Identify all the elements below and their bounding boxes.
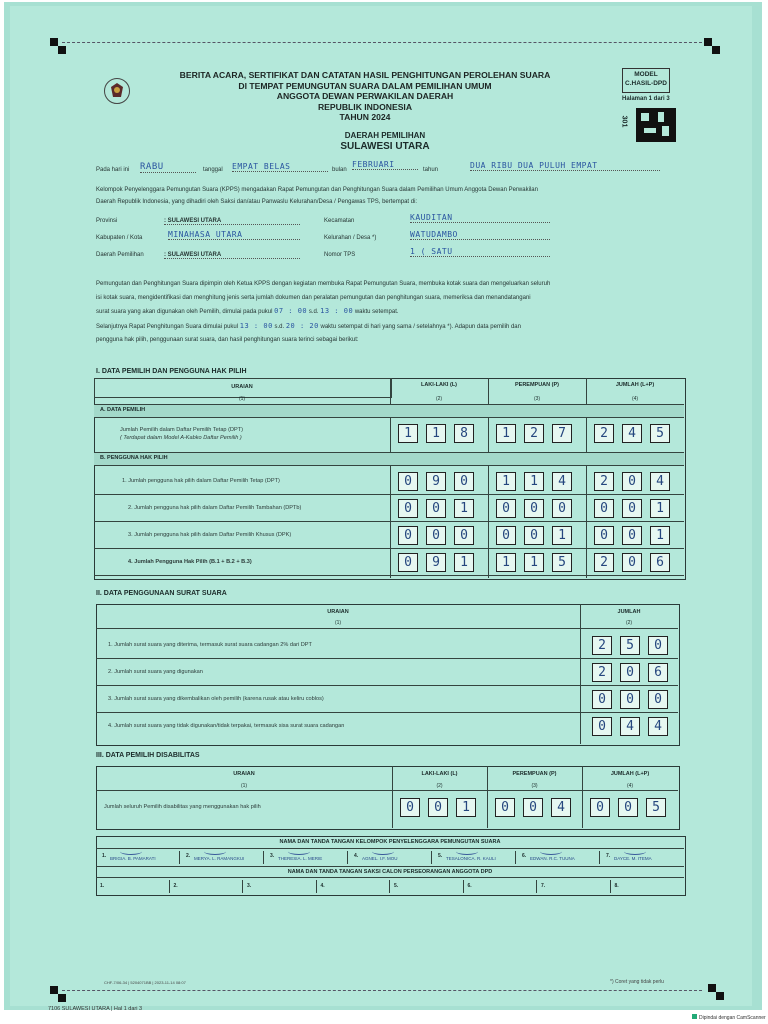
col-jumlah: JUMLAH (L+P) bbox=[610, 771, 650, 777]
col-uraian: URAIAN bbox=[231, 384, 253, 390]
surat-suara-jumlah-digit: 2 bbox=[592, 636, 612, 655]
provinsi-field: : SULAWESI UTARA bbox=[164, 218, 300, 225]
pengguna-laki-digit: 0 bbox=[454, 526, 474, 545]
pengguna-perempuan-digit: 5 bbox=[552, 553, 572, 572]
kpps-signature-cell bbox=[264, 851, 348, 864]
signature-number: 5. bbox=[394, 883, 399, 889]
kecamatan-label: Kecamatan bbox=[324, 218, 355, 224]
pengguna-jumlah-digit: 0 bbox=[594, 526, 614, 545]
kpps-member-name: BRIGIA. B. PAMARATI bbox=[110, 856, 156, 861]
pengguna-laki-digit: 0 bbox=[426, 499, 446, 518]
disabilitas-jumlah-digit: 0 bbox=[590, 798, 610, 817]
signature-number: 4. bbox=[320, 883, 325, 889]
saksi-signature-title: NAMA DAN TANDA TANGAN SAKSI CALON PERSEORANGAN ANGGOTA DPD bbox=[287, 869, 493, 875]
kecamatan-field: KAUDITAN bbox=[410, 213, 550, 223]
kpps-signature-cell bbox=[96, 851, 180, 864]
daerah-pemilihan-heading: DAERAH PEMILIHAN SULAWESI UTARA bbox=[340, 131, 430, 152]
registration-mark bbox=[50, 38, 58, 46]
intro-text: Kelompok Penyelenggara Pemungutan Suara (KPPS) mengadakan Rapat Pemungutan dan Penghitungan Suara dalam Pemilihan Umum Anggota Dewan Perwakilan Daerah Republik Indonesia, yang dihadiri oleh Saksi dan/atau Panwaslu Kelurahan/Desa / Pengawas TPS, bertempat di: bbox=[96, 187, 538, 205]
surat-suara-jumlah-digit: 2 bbox=[592, 663, 612, 682]
pengguna-perempuan-digit: 1 bbox=[552, 526, 572, 545]
dpt-laki-digit: 1 bbox=[426, 424, 446, 443]
pengguna-perempuan-digit: 0 bbox=[524, 499, 544, 518]
dpt-jumlah-digit: 2 bbox=[594, 424, 614, 443]
pengguna-laki-digit: 0 bbox=[454, 472, 474, 491]
signature-number: 1. bbox=[100, 883, 105, 889]
section-a-title: A. DATA PEMILIH bbox=[100, 407, 146, 413]
pengguna-laki-digit: 9 bbox=[426, 553, 446, 572]
signature-number: 7. bbox=[541, 883, 546, 889]
pengguna-jumlah-digit: 2 bbox=[594, 553, 614, 572]
section-a-row bbox=[94, 404, 684, 418]
model-box: MODEL C.HASIL-DPD bbox=[622, 68, 670, 93]
handwritten-signature bbox=[120, 848, 142, 855]
pengguna-perempuan-digit: 1 bbox=[496, 472, 516, 491]
bulan-field: FEBRUARI bbox=[352, 160, 418, 170]
handwritten-signature bbox=[456, 848, 478, 855]
cut-line bbox=[62, 42, 702, 43]
pengguna-jumlah-digit: 2 bbox=[594, 472, 614, 491]
pengguna-jumlah-digit: 6 bbox=[650, 553, 670, 572]
date-prefix: Pada hari ini bbox=[96, 167, 130, 173]
camscanner-icon bbox=[692, 1014, 697, 1019]
kpps-member-name: EDWAN. R.C. TUUNA bbox=[530, 856, 575, 861]
surat-suara-row-label: 3. Jumlah surat suara yang dikembalikan oleh pemilih (karena rusak atau keliru coblos) bbox=[108, 696, 324, 702]
col-jumlah: JUMLAH (L+P) bbox=[615, 382, 655, 388]
registration-mark bbox=[50, 986, 58, 994]
kpps-member-name: THERESIA. L. MERIE bbox=[278, 856, 323, 861]
hari-field: RABU bbox=[140, 162, 196, 173]
signature-number: 3. bbox=[247, 883, 252, 889]
col-uraian: URAIAN bbox=[233, 771, 255, 777]
col-uraian: URAIAN bbox=[327, 609, 349, 615]
dpt-jumlah-digit: 5 bbox=[650, 424, 670, 443]
saksi-signature-cell bbox=[611, 880, 684, 893]
kpps-signature-cell bbox=[180, 851, 264, 864]
pengguna-jumlah-digit: 0 bbox=[622, 472, 642, 491]
form-title: BERITA ACARA, SERTIFIKAT DAN CATATAN HASIL PENGHITUNGAN PEROLEHAN SUARA DI TEMPAT PEMUNGUTAN SUARA DALAM PEMILIHAN UMUM ANGGOTA DEWAN PERWAKILAN DAERAH REPUBLIK INDONESIA TAHUN 2024 bbox=[179, 70, 551, 122]
col-perempuan: PEREMPUAN (P) bbox=[512, 771, 557, 777]
col-jumlah: JUMLAH bbox=[617, 609, 641, 615]
pengguna-perempuan-digit: 1 bbox=[524, 553, 544, 572]
col-number: (3) bbox=[531, 783, 538, 789]
kpps-member-name: MERYA. L. RAMANGKUI bbox=[194, 856, 245, 861]
pengguna-perempuan-digit: 1 bbox=[496, 553, 516, 572]
registration-mark bbox=[704, 38, 712, 46]
col-number: (3) bbox=[533, 396, 541, 402]
saksi-signature-cell bbox=[537, 880, 611, 893]
section-2-title: II. DATA PENGGUNAAN SURAT SUARA bbox=[96, 590, 227, 597]
footer-bottom: 7106 SULAWESI UTARA | Hal 1 dari 3 bbox=[48, 1006, 143, 1012]
kpps-member-name: DAYCE. M. ITEMA bbox=[614, 856, 652, 861]
kabupaten-label: Kabupaten / Kota bbox=[96, 235, 143, 241]
signature-number: 2. bbox=[186, 853, 191, 859]
pengguna-jumlah-digit: 1 bbox=[650, 526, 670, 545]
tps-label: Nomor TPS bbox=[324, 252, 356, 258]
signature-number: 8. bbox=[614, 883, 619, 889]
col-number: (2) bbox=[625, 620, 633, 626]
pengguna-row-label: 2. Jumlah pengguna hak pilih dalam Daftar Pemilih Tambahan (DPTb) bbox=[128, 505, 302, 511]
surat-suara-jumlah-digit: 4 bbox=[620, 717, 640, 736]
col-number: (1) bbox=[334, 620, 342, 626]
disabilitas-jumlah-digit: 0 bbox=[618, 798, 638, 817]
disabilitas-perempuan-digit: 0 bbox=[523, 798, 543, 817]
signature-number: 5. bbox=[438, 853, 443, 859]
pengguna-laki-digit: 0 bbox=[426, 526, 446, 545]
kelurahan-field: WATUDAMBO bbox=[410, 230, 550, 240]
qr-code-icon bbox=[636, 108, 676, 142]
pengguna-row-label: 1. Jumlah pengguna hak pilih dalam Daftar Pemilih Tetap (DPT) bbox=[122, 478, 280, 484]
pengguna-perempuan-digit: 0 bbox=[496, 526, 516, 545]
cut-line bbox=[62, 990, 702, 991]
signature-number: 6. bbox=[522, 853, 527, 859]
pengguna-laki-digit: 0 bbox=[398, 472, 418, 491]
dpt-perempuan-digit: 1 bbox=[496, 424, 516, 443]
col-number: (1) bbox=[238, 396, 246, 402]
kpu-logo bbox=[104, 78, 130, 104]
pengguna-row-label: 4. Jumlah Pengguna Hak Pilih (B.1 + B.2 + B.3) bbox=[128, 559, 252, 565]
signature-number: 6. bbox=[467, 883, 472, 889]
tahun-label: tahun bbox=[423, 167, 439, 173]
saksi-signature-cell bbox=[390, 880, 464, 893]
registration-mark bbox=[716, 992, 724, 1000]
col-number: (4) bbox=[631, 396, 639, 402]
handwritten-signature bbox=[204, 848, 226, 855]
surat-suara-jumlah-digit: 5 bbox=[620, 636, 640, 655]
col-number: (2) bbox=[436, 783, 443, 789]
pengguna-laki-digit: 0 bbox=[398, 526, 418, 545]
handwritten-signature bbox=[288, 848, 310, 855]
kpps-member-name: AGNEL. I.F. MOU bbox=[362, 856, 398, 861]
section-3-title: III. DATA PEMILIH DISABILITAS bbox=[96, 752, 200, 759]
pengguna-jumlah-digit: 1 bbox=[650, 499, 670, 518]
surat-suara-jumlah-digit: 4 bbox=[648, 717, 668, 736]
pengguna-perempuan-digit: 0 bbox=[524, 526, 544, 545]
col-laki-laki: LAKI-LAKI (L) bbox=[420, 382, 458, 388]
daerah-label: Daerah Pemilihan bbox=[96, 252, 144, 258]
handwritten-signature bbox=[624, 848, 646, 855]
bulan-label: bulan bbox=[332, 167, 347, 173]
daerah-field: : SULAWESI UTARA bbox=[164, 252, 300, 259]
section-b-title: B. PENGGUNA HAK PILIH bbox=[100, 455, 168, 461]
signature-number: 4. bbox=[354, 853, 359, 859]
col-number: (4) bbox=[626, 783, 634, 789]
dpt-jumlah-digit: 4 bbox=[622, 424, 642, 443]
kpps-member-name: TESALONICA. R. KAULI bbox=[446, 856, 496, 861]
col-perempuan: PEREMPUAN (P) bbox=[514, 382, 559, 388]
pengguna-jumlah-digit: 0 bbox=[594, 499, 614, 518]
tahun-field: DUA RIBU DUA PULUH EMPAT bbox=[470, 161, 660, 171]
section-b-row bbox=[94, 452, 684, 466]
pengguna-laki-digit: 1 bbox=[454, 499, 474, 518]
dpt-perempuan-digit: 7 bbox=[552, 424, 572, 443]
tanggal-label: tanggal bbox=[203, 167, 223, 173]
registration-mark bbox=[58, 994, 66, 1002]
surat-suara-row-label: 1. Jumlah surat suara yang diterima, termasuk surat suara cadangan 2% dari DPT bbox=[108, 642, 312, 648]
footer-code: CHF-7/06-34 | 5204071BB | 2023-11-14 08:07 bbox=[104, 980, 186, 985]
pengguna-perempuan-digit: 1 bbox=[524, 472, 544, 491]
signature-number: 3. bbox=[270, 853, 275, 859]
kpps-signature-cell bbox=[516, 851, 600, 864]
signature-number: 2. bbox=[173, 883, 178, 889]
registration-mark bbox=[708, 984, 716, 992]
pengguna-laki-digit: 9 bbox=[426, 472, 446, 491]
surat-suara-jumlah-digit: 0 bbox=[648, 690, 668, 709]
surat-suara-jumlah-digit: 0 bbox=[620, 663, 640, 682]
saksi-signature-cell bbox=[170, 880, 244, 893]
handwritten-signature bbox=[540, 848, 562, 855]
dpt-perempuan-digit: 2 bbox=[524, 424, 544, 443]
pengguna-laki-digit: 0 bbox=[398, 553, 418, 572]
dpt-laki-digit: 8 bbox=[454, 424, 474, 443]
disabilitas-label: Jumlah seluruh Pemilih disabilitas yang menggunakan hak pilih bbox=[104, 804, 261, 810]
registration-mark bbox=[58, 46, 66, 54]
registration-mark bbox=[712, 46, 720, 54]
surat-suara-jumlah-digit: 6 bbox=[648, 663, 668, 682]
pengguna-jumlah-digit: 4 bbox=[650, 472, 670, 491]
disabilitas-laki-digit: 0 bbox=[428, 798, 448, 817]
kpps-signature-cell bbox=[432, 851, 516, 864]
disabilitas-laki-digit: 1 bbox=[456, 798, 476, 817]
kpps-signature-cell bbox=[348, 851, 432, 864]
saksi-signature-cell bbox=[317, 880, 391, 893]
surat-suara-jumlah-digit: 0 bbox=[592, 690, 612, 709]
surat-suara-jumlah-digit: 0 bbox=[620, 690, 640, 709]
surat-suara-row-label: 2. Jumlah surat suara yang digunakan bbox=[108, 669, 203, 675]
section-1-title: I. DATA PEMILIH DAN PENGGUNA HAK PILIH bbox=[96, 368, 247, 375]
page-indicator: Halaman 1 dari 3 bbox=[622, 96, 670, 102]
pengguna-laki-digit: 1 bbox=[454, 553, 474, 572]
pengguna-perempuan-digit: 0 bbox=[496, 499, 516, 518]
col-number: (1) bbox=[240, 783, 248, 789]
disabilitas-laki-digit: 0 bbox=[400, 798, 420, 817]
procedure-text: Pemungutan dan Penghitungan Suara dipimpin oleh Ketua KPPS dengan kegiatan membuka Rapat Pemungutan Suara, membuka kotak suara dan mengeluarkan seluruh isi kotak suara, mengidentifikasi dan menghitung jenis serta jumlah dokumen dan peralatan pemungutan dan penghitungan suara, memeriksa dan menandatangani surat suara yang akan digunakan oleh Pemilih, dimulai pada pukul 07 : 00 s.d. 13 : 00 waktu setempat. Selanjutnya Rapat Penghitungan Suara dimulai pukul 13 : 00 s.d. 20 : 20 waktu setempat di hari yang sama / setelahnya *). Adapun data pemilih dan pengguna hak pilih, penggunaan surat suara, dan hasil penghitungan suara terinci sebagai berikut: bbox=[96, 281, 551, 343]
handwritten-signature bbox=[372, 848, 394, 855]
col-laki-laki: LAKI-LAKI (L) bbox=[421, 771, 458, 777]
saksi-signature-cell bbox=[243, 880, 317, 893]
surat-suara-row-label: 4. Jumlah surat suara yang tidak digunakan/tidak terpakai, termasuk sisa surat suara cadangan bbox=[108, 723, 345, 729]
form-code: 301 bbox=[620, 115, 628, 128]
surat-suara-jumlah-digit: 0 bbox=[648, 636, 668, 655]
kpps-signature-cell bbox=[600, 851, 683, 864]
kelurahan-label: Kelurahan / Desa *) bbox=[324, 235, 377, 241]
col-number: (2) bbox=[435, 396, 443, 402]
provinsi-label: Provinsi bbox=[96, 218, 118, 224]
tanggal-field: EMPAT BELAS bbox=[232, 162, 328, 172]
kabupaten-field: MINAHASA UTARA bbox=[168, 230, 300, 240]
tps-field: 1 ( SATU bbox=[410, 247, 550, 257]
saksi-signature-cell bbox=[96, 880, 170, 893]
dpt-label: Jumlah Pemilih dalam Daftar Pemilih Tetap (DPT) ( Terdapat dalam Model A-Kabko Daftar Pemilih ) bbox=[120, 427, 244, 441]
scanner-watermark: Dipindai dengan CamScanner bbox=[692, 1014, 766, 1021]
kpps-signature-title: NAMA DAN TANDA TANGAN KELOMPOK PENYELENGGARA PEMUNGUTAN SUARA bbox=[279, 839, 501, 845]
surat-suara-jumlah-digit: 0 bbox=[592, 717, 612, 736]
signature-number: 7. bbox=[606, 853, 611, 859]
pengguna-row-label: 3. Jumlah pengguna hak pilih dalam Daftar Pemilih Khusus (DPK) bbox=[128, 532, 292, 538]
disabilitas-perempuan-digit: 0 bbox=[495, 798, 515, 817]
pengguna-jumlah-digit: 0 bbox=[622, 499, 642, 518]
pengguna-laki-digit: 0 bbox=[398, 499, 418, 518]
disabilitas-perempuan-digit: 4 bbox=[551, 798, 571, 817]
saksi-signature-cell bbox=[464, 880, 538, 893]
dpt-laki-digit: 1 bbox=[398, 424, 418, 443]
footer-note: *) Coret yang tidak perlu bbox=[610, 979, 664, 985]
pengguna-perempuan-digit: 4 bbox=[552, 472, 572, 491]
signature-number: 1. bbox=[102, 853, 107, 859]
pengguna-jumlah-digit: 0 bbox=[622, 553, 642, 572]
pengguna-jumlah-digit: 0 bbox=[622, 526, 642, 545]
disabilitas-jumlah-digit: 5 bbox=[646, 798, 666, 817]
pengguna-perempuan-digit: 0 bbox=[552, 499, 572, 518]
